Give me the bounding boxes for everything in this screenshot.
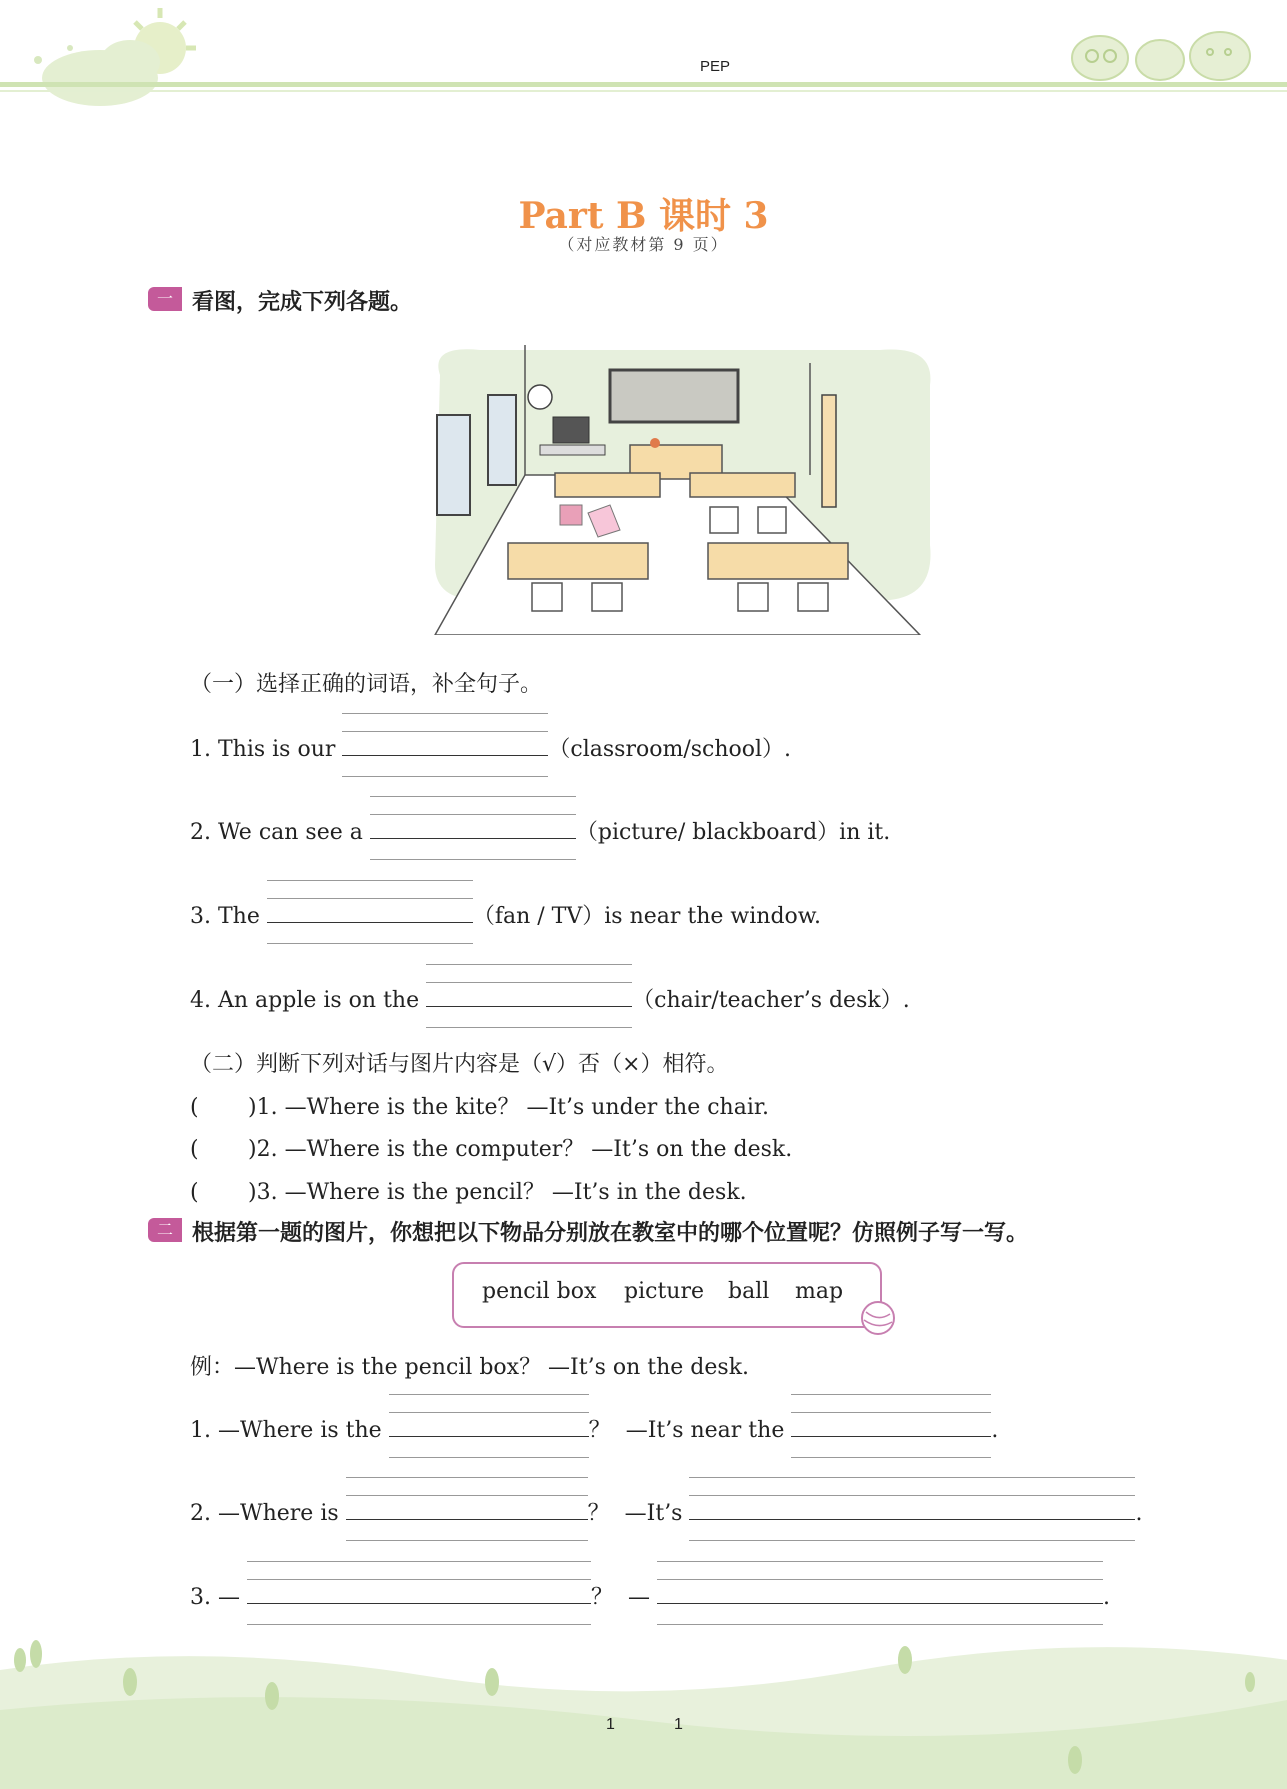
- guide-line: [426, 1027, 632, 1028]
- sentence-4-end: （chair/teacher’s desk）.: [632, 988, 910, 1013]
- word-picture: picture: [624, 1279, 704, 1304]
- blank-4[interactable]: [426, 984, 632, 1007]
- guide-line: [426, 982, 632, 983]
- guide-line: [689, 1540, 1135, 1541]
- guide-line: [389, 1412, 589, 1413]
- sentence-1-end: （classroom/school）.: [548, 737, 792, 762]
- sentence-2-start: 2. We can see a: [190, 820, 363, 845]
- a1-end: .: [991, 1418, 999, 1443]
- judge-answer-2[interactable]: (: [190, 1137, 199, 1162]
- judge-item-2: [190, 1132, 792, 1163]
- fill-sentence-2: [190, 815, 890, 846]
- page-number-left: 1: [606, 1716, 615, 1733]
- header-rule-thin: [0, 90, 1287, 92]
- guide-line: [370, 859, 576, 860]
- a2-start: —It’s: [624, 1501, 683, 1526]
- guide-line: [346, 1540, 588, 1541]
- guide-line: [689, 1495, 1135, 1496]
- guide-line: [342, 713, 548, 714]
- guide-line: [791, 1412, 991, 1413]
- q3-start: 3. —: [190, 1585, 240, 1610]
- guide-line: [346, 1477, 588, 1478]
- q3-blank[interactable]: [247, 1581, 591, 1604]
- section-2-badge: 二: [148, 1218, 182, 1242]
- guide-line: [426, 964, 632, 965]
- part2-heading: （二）判断下列对话与图片内容是（√）否（×）相符。: [190, 1052, 729, 1077]
- blank-1[interactable]: [342, 733, 548, 756]
- write-item-3: [190, 1580, 1110, 1611]
- word-pencil-box: pencil box: [482, 1279, 597, 1304]
- judge-answer-3[interactable]: (: [190, 1180, 199, 1205]
- guide-line: [370, 796, 576, 797]
- judge-item-1: [190, 1090, 769, 1121]
- judge-text-2: )2. —Where is the computer？ —It’s on the desk.: [248, 1137, 793, 1162]
- guide-line: [346, 1495, 588, 1496]
- sentence-3-start: 3. The: [190, 904, 260, 929]
- section-2-instruction: 根据第一题的图片，你想把以下物品分别放在教室中的哪个位置呢？仿照例子写一写。: [192, 1221, 1029, 1246]
- guide-line: [247, 1561, 591, 1562]
- section-1-instruction: 看图，完成下列各题。: [192, 290, 413, 315]
- q1-end: ？: [588, 1418, 611, 1443]
- write-item-2: [190, 1496, 1142, 1527]
- judge-text-3: )3. —Where is the pencil？ —It’s in the desk.: [248, 1180, 747, 1205]
- a3-start: —: [628, 1585, 650, 1610]
- guide-line: [267, 943, 473, 944]
- write-item-1: [190, 1413, 998, 1444]
- header-rule: [0, 82, 1287, 87]
- part1-heading: （一）选择正确的词语，补全句子。: [190, 672, 543, 697]
- guide-line: [689, 1477, 1135, 1478]
- q1-blank[interactable]: [389, 1414, 589, 1437]
- q3-end: ？: [590, 1585, 613, 1610]
- yarn-ball-icon: [852, 1298, 902, 1338]
- guide-line: [342, 776, 548, 777]
- judge-text-1: )1. —Where is the kite？ —It’s under the chair.: [248, 1095, 769, 1120]
- a2-end: .: [1135, 1501, 1143, 1526]
- a2-blank[interactable]: [689, 1497, 1135, 1520]
- sentence-4-start: 4. An apple is on the: [190, 988, 420, 1013]
- classroom-illustration: [420, 345, 940, 635]
- a1-start: —It’s near the: [625, 1418, 785, 1443]
- sentence-1-start: 1. This is our: [190, 737, 336, 762]
- fill-sentence-3: [190, 899, 821, 930]
- a3-end: .: [1103, 1585, 1110, 1610]
- word-map: map: [795, 1279, 844, 1304]
- q1-start: 1. —Where is the: [190, 1418, 382, 1443]
- guide-line: [389, 1394, 589, 1395]
- guide-line: [389, 1457, 589, 1458]
- guide-line: [267, 898, 473, 899]
- blank-2[interactable]: [370, 816, 576, 839]
- sentence-3-end: （fan / TV）is near the window.: [472, 904, 821, 929]
- header-decoration-animals: [1060, 20, 1270, 85]
- guide-line: [267, 880, 473, 881]
- guide-line: [342, 731, 548, 732]
- q2-start: 2. —Where is: [190, 1501, 339, 1526]
- guide-line: [657, 1561, 1103, 1562]
- judge-item-3: [190, 1175, 747, 1206]
- guide-line: [370, 814, 576, 815]
- a1-blank[interactable]: [791, 1414, 991, 1437]
- sentence-2-end: （picture/ blackboard）in it.: [575, 820, 891, 845]
- guide-line: [791, 1394, 991, 1395]
- page-number-right: 1: [674, 1716, 683, 1733]
- word-ball: ball: [728, 1279, 770, 1304]
- series-label: PEP: [700, 58, 731, 75]
- a3-blank[interactable]: [657, 1581, 1103, 1604]
- page-subtitle: （对应教材第 9 页）: [558, 235, 729, 254]
- section-1-badge: 一: [148, 287, 182, 311]
- q2-end: ？: [587, 1501, 610, 1526]
- guide-line: [247, 1624, 591, 1625]
- blank-3[interactable]: [267, 900, 473, 923]
- guide-line: [791, 1457, 991, 1458]
- fill-sentence-1: [190, 732, 791, 763]
- guide-line: [657, 1579, 1103, 1580]
- fill-sentence-4: [190, 983, 910, 1014]
- q2-blank[interactable]: [346, 1497, 588, 1520]
- judge-answer-1[interactable]: (: [190, 1095, 199, 1120]
- footer-landscape: [0, 1630, 1287, 1789]
- guide-line: [657, 1624, 1103, 1625]
- guide-line: [247, 1579, 591, 1580]
- header-decoration-left: [0, 0, 210, 115]
- example-dialogue: 例：—Where is the pencil box？ —It’s on the desk.: [190, 1355, 750, 1380]
- page-title: Part B 课时 3: [518, 195, 769, 237]
